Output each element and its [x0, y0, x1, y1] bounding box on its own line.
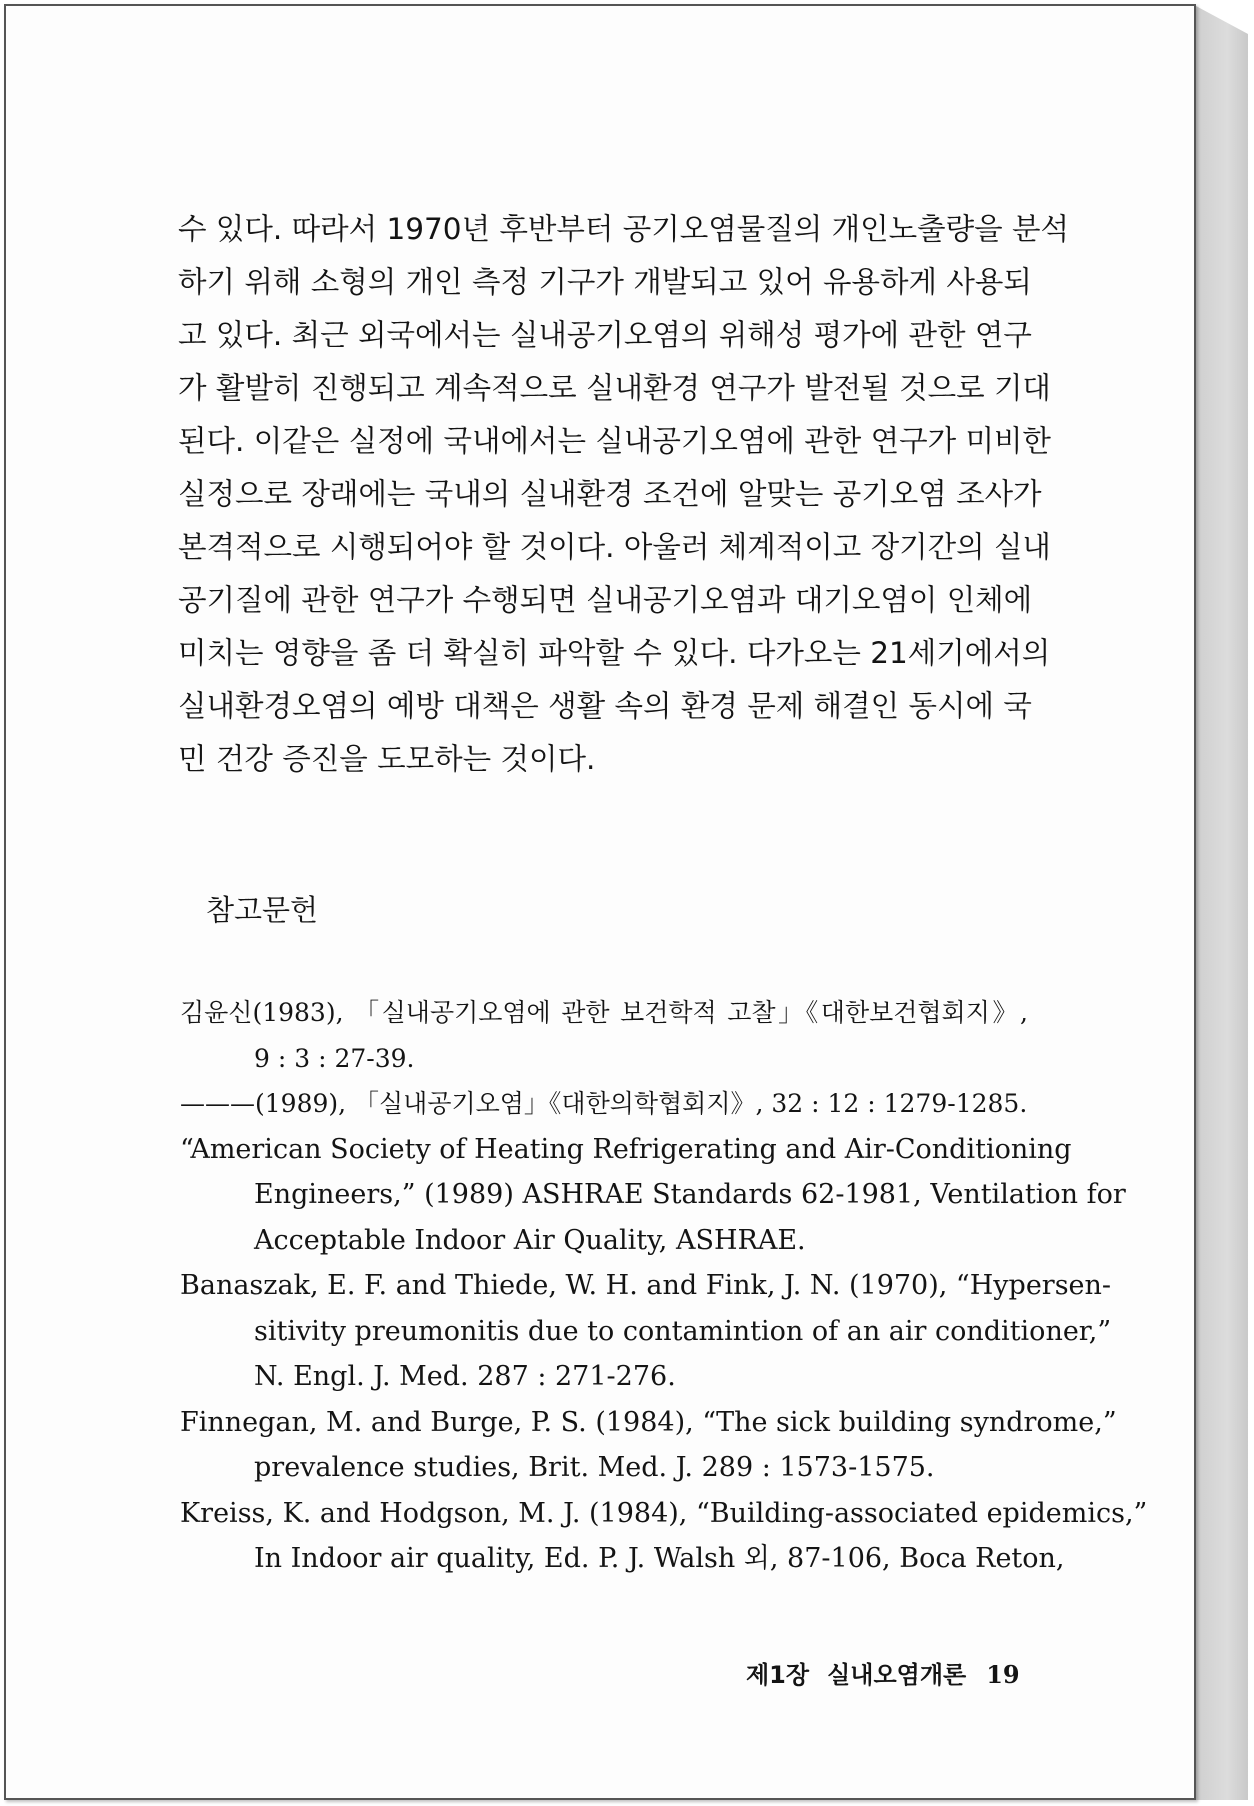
reference-line: Kreiss, K. and Hodgson, M. J. (1984), “Building-associated epidemics,” [180, 1497, 1148, 1529]
body-line: 가 활발히 진행되고 계속적으로 실내환경 연구가 발전될 것으로 기대 [178, 371, 1051, 405]
body-line: 실정으로 장래에는 국내의 실내환경 조건에 알맞는 공기오염 조사가 [178, 477, 1042, 511]
chapter-label: 제1장 [746, 1661, 810, 1689]
reference-line: “American Society of Heating Refrigerating and Air-Conditioning [180, 1133, 1072, 1165]
reference-entry [180, 1127, 1126, 1264]
body-line: 미치는 영향을 좀 더 확실히 파악할 수 있다. 다가오는 21세기에서의 [178, 636, 1051, 670]
reference-line: Finnegan, M. and Burge, P. S. (1984), “The sick building syndrome,” [180, 1406, 1117, 1438]
references-list [180, 990, 1148, 1582]
reference-line: N. Engl. J. Med. 287 : 271-276. [254, 1361, 676, 1392]
reference-entry [180, 1491, 1148, 1582]
reference-entry [180, 1400, 1117, 1491]
reference-line: Engineers,” (1989) ASHRAE Standards 62-1981, Ventilation for [254, 1179, 1126, 1210]
body-line: 공기질에 관한 연구가 수행되면 실내공기오염과 대기오염이 인체에 [178, 583, 1033, 617]
body-line: 실내환경오염의 예방 대책은 생활 속의 환경 문제 해결인 동시에 국 [178, 689, 1032, 723]
reference-line: Banaszak, E. F. and Thiede, W. H. and Fink, J. N. (1970), “Hypersen- [180, 1270, 1112, 1301]
body-line: 본격적으로 시행되어야 할 것이다. 아울러 체계적이고 장기간의 실내 [178, 530, 1051, 564]
book-page-edge [1196, 6, 1248, 1800]
page-footer [746, 1655, 1020, 1690]
body-paragraph [178, 203, 1070, 786]
body-line: 수 있다. 따라서 1970년 후반부터 공기오염물질의 개인노출량을 분석 [178, 212, 1070, 246]
reference-entry [180, 990, 1028, 1081]
references-heading: 참고문헌 [206, 893, 319, 927]
reference-line: Acceptable Indoor Air Quality, ASHRAE. [254, 1224, 806, 1256]
reference-line: In Indoor air quality, Ed. P. J. Walsh 외, 87-106, Boca Reton, [254, 1543, 1065, 1574]
body-line: 하기 위해 소형의 개인 측정 기구가 개발되고 있어 유용하게 사용되 [178, 265, 1032, 299]
reference-line: 김윤신(1983), 「실내공기오염에 관한 보건학적 고찰」《대한보건협회지》, [180, 998, 1028, 1027]
page-number: 19 [986, 1660, 1020, 1689]
body-line: 된다. 이같은 실정에 국내에서는 실내공기오염에 관한 연구가 미비한 [178, 424, 1051, 458]
reference-line: ———(1989), 「실내공기오염」《대한의학협회지》, 32 : 12 : 1279-1285. [180, 1089, 1028, 1118]
chapter-title: 실내오염개론 [827, 1661, 967, 1689]
body-line: 고 있다. 최근 외국에서는 실내공기오염의 위해성 평가에 관한 연구 [178, 318, 1032, 352]
reference-line: sitivity preumonitis due to contamintion of an air conditioner,” [254, 1315, 1112, 1347]
reference-entry [180, 1081, 1028, 1127]
body-line: 민 건강 증진을 도모하는 것이다. [178, 742, 596, 776]
reference-line: 9 : 3 : 27-39. [254, 1043, 415, 1073]
reference-entry [180, 1263, 1112, 1400]
reference-line: prevalence studies, Brit. Med. J. 289 : 1573-1575. [254, 1452, 935, 1483]
